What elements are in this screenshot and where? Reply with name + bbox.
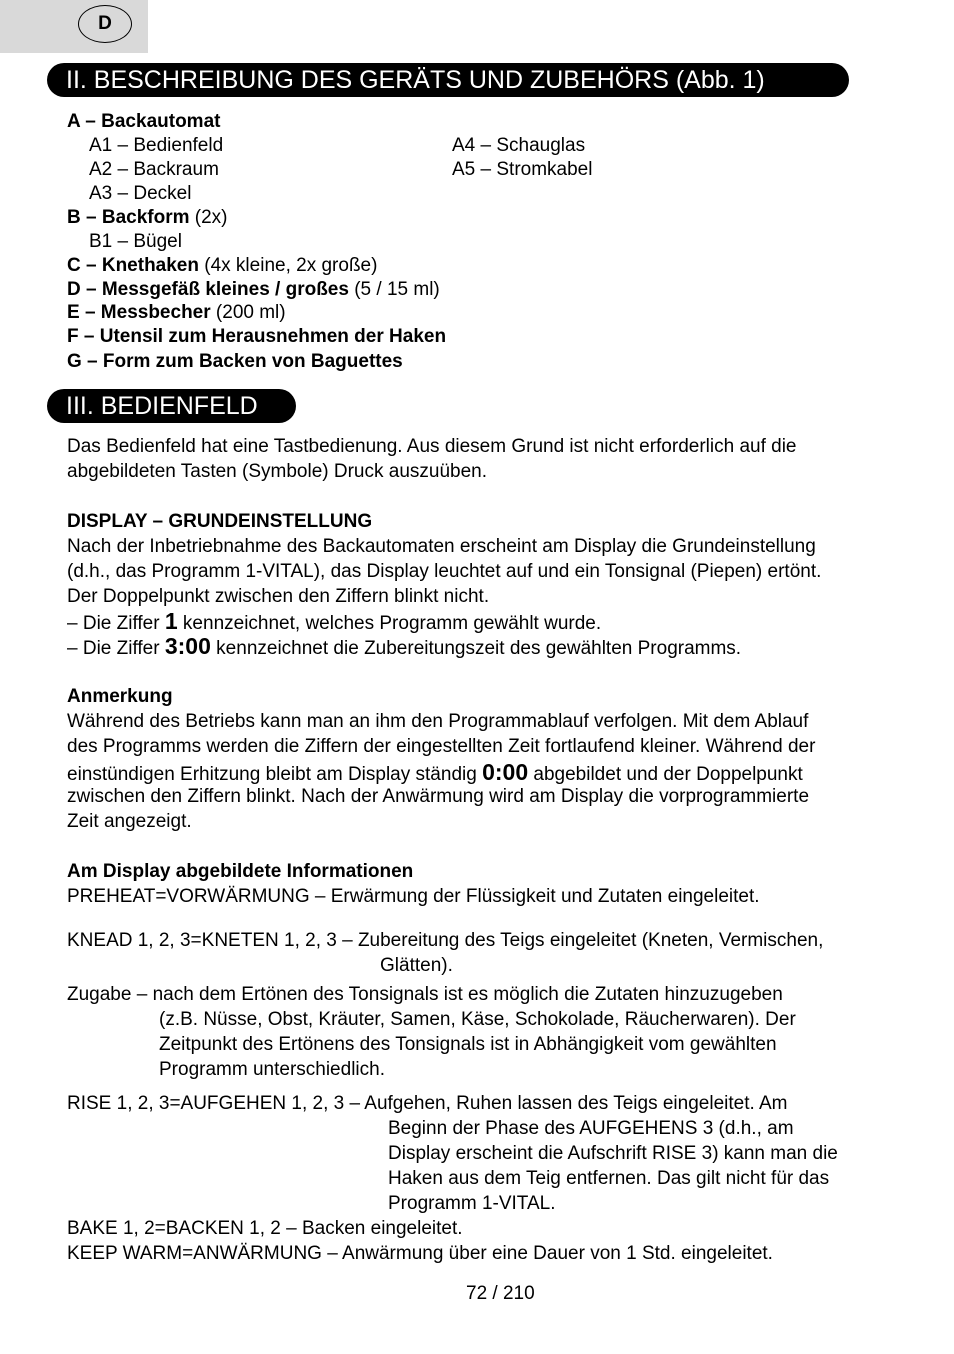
note-line-1: Während des Betriebs kann man an ihm den Programmablauf verfolgen. Mit dem Ablauf: [67, 711, 809, 732]
display-line-1: Nach der Inbetriebnahme des Backautomaten erscheint am Display die Grundeinstellung: [67, 536, 816, 557]
item-a4: A4 – Schauglas: [452, 135, 586, 156]
display-line-5: – Die Ziffer 3:00 kennzeichnet die Zubereitungszeit des gewählten Programms.: [67, 633, 742, 659]
info-bake: BAKE 1, 2=BACKEN 1, 2 – Backen eingeleitet.: [67, 1218, 463, 1239]
info-rise-line-2: Beginn der Phase des AUFGEHENS 3 (d.h., am: [388, 1118, 794, 1139]
info-zugabe-line-4: Programm unterschiedlich.: [159, 1059, 385, 1080]
info-knead-line-1: KNEAD 1, 2, 3=KNETEN 1, 2, 3 – Zubereitung des Teigs eingeleitet (Kneten, Vermischen,: [67, 930, 824, 951]
note-line-4: zwischen den Ziffern blinkt. Nach der Anwärmung wird am Display die vorprogrammierte: [67, 786, 810, 807]
info-knead-line-2: Glätten).: [380, 955, 453, 976]
page-number: 72 / 210: [466, 1283, 535, 1304]
display-line-3: Der Doppelpunkt zwischen den Ziffern blinkt nicht.: [67, 586, 490, 607]
item-a2: A2 – Backraum: [89, 159, 219, 180]
item-e-heading: E – Messbecher (200 ml): [67, 302, 286, 323]
note-line-2: des Programms werden die Ziffern der eingestellten Zeit fortlaufend kleiner. Während der: [67, 736, 816, 757]
item-b1: B1 – Bügel: [89, 231, 182, 252]
display-heading: DISPLAY – GRUNDEINSTELLUNG: [67, 511, 373, 532]
info-rise-line-1: RISE 1, 2, 3=AUFGEHEN 1, 2, 3 – Aufgehen, Ruhen lassen des Teigs eingeleitet. Am: [67, 1093, 788, 1114]
intro-line-2: abgebildeten Tasten (Symbole) Druck auszuüben.: [67, 461, 488, 482]
item-d-heading: D – Messgefäß kleines / großes (5 / 15 ml): [67, 279, 440, 300]
item-g-heading: G – Form zum Backen von Baguettes: [67, 351, 403, 372]
item-a5: A5 – Stromkabel: [452, 159, 593, 180]
info-keep-warm: KEEP WARM=ANWÄRMUNG – Anwärmung über eine Dauer von 1 Std. eingeleitet.: [67, 1243, 773, 1264]
item-a3: A3 – Deckel: [89, 183, 192, 204]
note-line-3: einstündigen Erhitzung bleibt am Display ständig 0:00 abgebildet und der Doppelpunkt: [67, 759, 803, 785]
info-heading: Am Display abgebildete Informationen: [67, 861, 414, 882]
display-line-4: – Die Ziffer 1 kennzeichnet, welches Programm gewählt wurde.: [67, 608, 602, 634]
info-zugabe-line-3: Zeitpunkt des Ertönens des Tonsignals ist in Abhängigkeit vom gewählten: [159, 1034, 777, 1055]
item-a-heading: A – Backautomat: [67, 111, 221, 132]
note-heading: Anmerkung: [67, 686, 173, 707]
info-zugabe-line-2: (z.B. Nüsse, Obst, Kräuter, Samen, Käse, Schokolade, Räucherwaren). Der: [159, 1009, 796, 1030]
item-a1: A1 – Bedienfeld: [89, 135, 224, 156]
info-rise-line-5: Programm 1-VITAL.: [388, 1193, 556, 1214]
intro-line-1: Das Bedienfeld hat eine Tastbedienung. Aus diesem Grund ist nicht erforderlich auf die: [67, 436, 797, 457]
info-rise-line-3: Display erscheint die Aufschrift RISE 3) kann man die: [388, 1143, 838, 1164]
item-b-heading: B – Backform (2x): [67, 207, 228, 228]
info-rise-line-4: Haken aus dem Teig entfernen. Das gilt nicht für das: [388, 1168, 830, 1189]
language-tab: [0, 0, 148, 53]
note-line-5: Zeit angezeigt.: [67, 811, 192, 832]
item-f-heading: F – Utensil zum Herausnehmen der Haken: [67, 326, 447, 347]
language-badge: D: [78, 5, 132, 43]
section-title-description: II. BESCHREIBUNG DES GERÄTS UND ZUBEHÖRS (Abb. 1): [47, 63, 849, 97]
section-title-control-panel: III. BEDIENFELD: [47, 389, 296, 423]
info-zugabe-line-1: Zugabe – nach dem Ertönen des Tonsignals ist es möglich die Zutaten hinzuzugeben: [67, 984, 783, 1005]
info-preheat: PREHEAT=VORWÄRMUNG – Erwärmung der Flüssigkeit und Zutaten eingeleitet.: [67, 886, 760, 907]
item-c-heading: C – Knethaken (4x kleine, 2x große): [67, 255, 378, 276]
display-line-2: (d.h., das Programm 1-VITAL), das Display leuchtet auf und ein Tonsignal (Piepen) ertönt.: [67, 561, 822, 582]
